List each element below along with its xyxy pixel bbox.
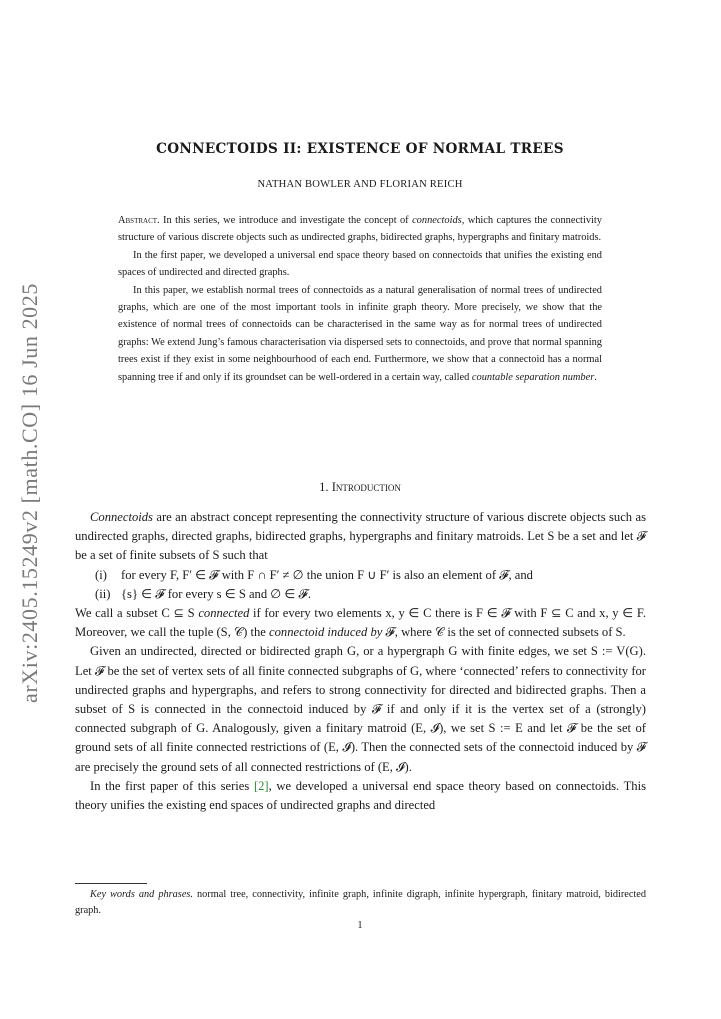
- arxiv-stamp: [8, 278, 52, 708]
- body-paragraph: In the first paper of this series [2], we developed a universal end space theory based on connectoids. This theory unifies the existing end spaces of undirected graphs and directed: [75, 778, 646, 813]
- footnote: [75, 887, 646, 919]
- abstract-paragraph: Abstract. In this series, we introduce and investigate the concept of connectoids, which captures the connectivity structure of various discrete objects such as undirected graphs, bidirected graphs, hypergraphs and finitary matroids.: [118, 215, 602, 244]
- list-item: [75, 566, 646, 585]
- section-number: 1.: [319, 480, 329, 494]
- arxiv-identifier: arXiv:2405.15249v2 [math.CO] 16 Jun 2025: [17, 283, 42, 703]
- paper-title: CONNECTOIDS II: EXISTENCE OF NORMAL TREES: [156, 141, 564, 157]
- page-number: 1: [357, 920, 363, 931]
- keywords: Key words and phrases. normal tree, connectivity, infinite graph, infinite digraph, infinite hypergraph, finitary matroid, bidirected graph.: [75, 889, 647, 916]
- author-list: NATHAN BOWLER AND FLORIAN REICH: [257, 179, 463, 190]
- body-paragraph: We call a subset C ⊆ S connected if for every two elements x, y ∈ C there is F ∈ 𝓕 with F ⊆ C and x, y ∈ F. Moreover, we call the tuple (S, 𝒞) the connectoid induced by 𝓕, where 𝒞 is the set of connected subsets of S.: [75, 606, 646, 640]
- list-item-label: (ii): [95, 586, 111, 601]
- list-item-text: for every F, F′ ∈ 𝓕 with F ∩ F′ ≠ ∅ the union F ∪ F′ is also an element of 𝓕, and: [121, 567, 533, 582]
- introduction-body: [75, 508, 646, 815]
- list-item: [75, 585, 646, 604]
- body-paragraph: Connectoids are an abstract concept representing the connectivity structure of various discrete objects such as undirected graphs, directed graphs, bidirected graphs, hypergraphs and finitary matroids. Let S be a set and let 𝓕 be a set of finite subsets of S such that: [75, 510, 646, 563]
- list-item-text: {s} ∈ 𝓕 for every s ∈ S and ∅ ∈ 𝓕.: [121, 586, 311, 601]
- section-title: Introduction: [331, 480, 401, 494]
- footnote-rule: [75, 883, 147, 884]
- abstract: [118, 212, 602, 386]
- abstract-paragraph: In the first paper, we developed a universal end space theory based on connectoids that unifies the existing end spaces of undirected and directed graphs.: [118, 249, 602, 279]
- abstract-paragraph: In this paper, we establish normal trees of connectoids as a natural generalisation of normal trees of undirected graphs, which are one of the most important tools in infinite graph theory. More precisely, we show that the existence of normal trees of connectoids can be characterised in the same way as for normal trees of undirected graphs: We extend Jung’s famous characterisation via dispersed sets to connectoids, and prove that normal spanning trees exist if they exist in some neighbourhood of each end. Furthermore, we show that a connectoid has a normal spanning tree if and only if its groundset can be well-ordered in a certain way, called countable separation number.: [118, 284, 602, 383]
- keywords-label: Key words and phrases.: [90, 889, 193, 900]
- list-item-label: (i): [95, 567, 107, 582]
- abstract-label: Abstract.: [118, 215, 160, 226]
- body-paragraph: Given an undirected, directed or bidirected graph G, or a hypergraph G with finite edges, we set S := V(G). Let 𝓕 be the set of vertex sets of all finite connected subgraphs of G, where ‘connected’ refers to connectivity for undirected graphs and hypergraphs, and refers to strong connectivity for directed and bidirected graphs. Then a subset of S is connected in the connectoid induced by 𝓕 if and only if it is the vertex set of a (strongly) connected subgraph of G. Analogously, given a finitary matroid (E, 𝓘), we set S := E and let 𝓕 be the set of ground sets of all finite connected restrictions of (E, 𝓘). Then the connected sets of the connectoid induced by 𝓕 are precisely the ground sets of all connected restrictions of (E, 𝓘).: [75, 644, 646, 774]
- citation-link[interactable]: [2]: [253, 778, 269, 793]
- section-heading: [75, 480, 645, 495]
